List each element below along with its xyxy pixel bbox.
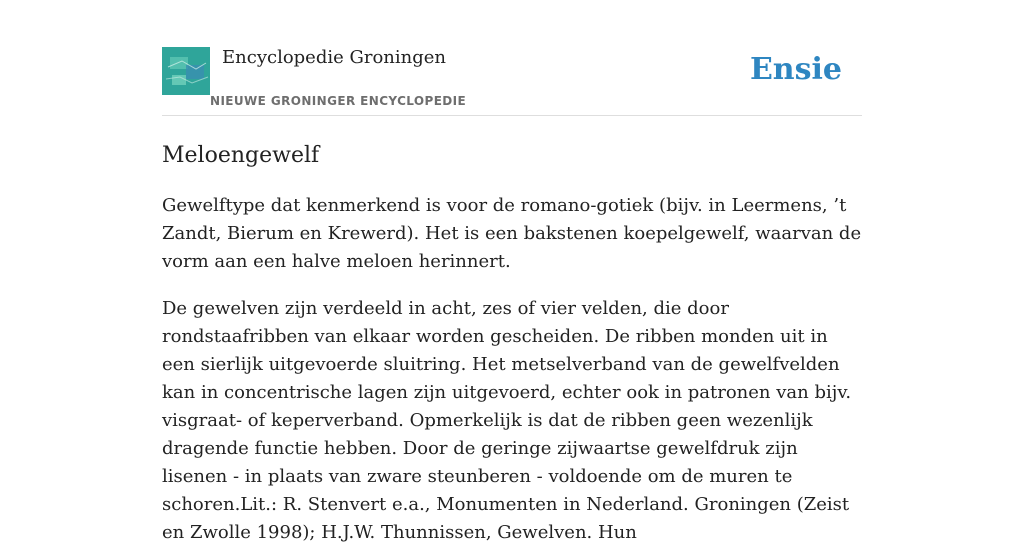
site-subtitle: NIEUWE GRONINGER ENCYCLOPEDIE xyxy=(210,94,467,108)
site-avatar[interactable] xyxy=(162,47,210,95)
article-title: Meloengewelf xyxy=(162,143,320,168)
article-paragraph-1: Gewelftype dat kenmerkend is voor de romano-gotiek (bijv. in Leermens, ’t Zandt, Bierum en Krewerd). Het is een bakstenen koepelgewelf, waarvan de vorm aan een halve meloen herinnert. xyxy=(162,195,862,272)
map-thumbnail-icon xyxy=(162,47,210,95)
brand-logo[interactable]: Ensie xyxy=(749,52,842,87)
content-container xyxy=(162,0,862,547)
site-header xyxy=(162,0,862,116)
article-paragraph-2: De gewelven zijn verdeeld in acht, zes of vier velden, die door rondstaafribben van elkaar worden gescheiden. De ribben monden uit in een sierlijk uitgevoerde sluitring. Het metselverband van de gewelfvelden kan in concentrische lagen zijn uitgevoerd, echter ook in patronen van bijv. visgraat- of keperverband. Opmerkelijk is dat de ribben geen wezenlijk dragende functie hebben. Door de geringe zijwaartse gewelfdruk zijn lisenen - in plaats van zware steunberen - voldoende om de muren te schoren.Lit.: R. Stenvert e.a., Monumenten in Nederland. Groningen (Zeist en Zwolle 1998); H.J.W. Thunnissen, Gewelven. Hun xyxy=(162,298,852,543)
site-title[interactable]: Encyclopedie Groningen xyxy=(222,47,447,68)
